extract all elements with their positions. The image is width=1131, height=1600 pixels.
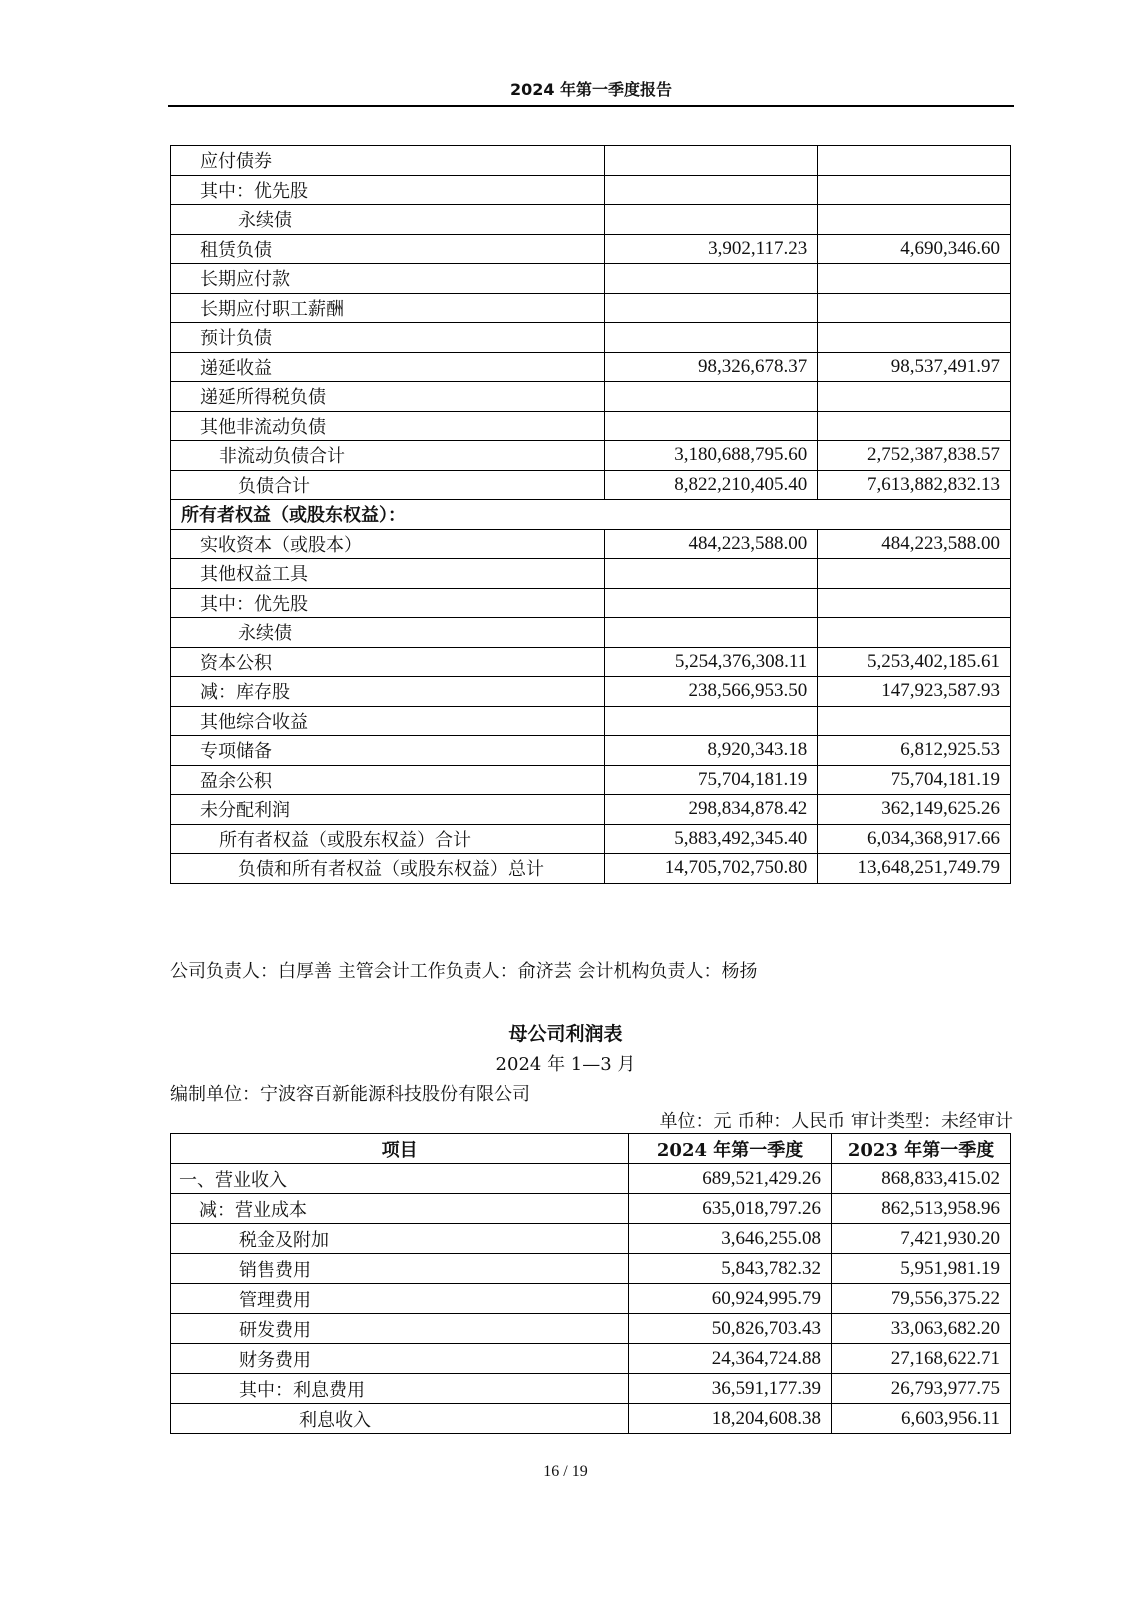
income-statement-title: 母公司利润表 — [508, 1023, 623, 1045]
row-label: 其中：利息费用 — [171, 1374, 629, 1404]
value-current: 8,920,343.18 — [604, 736, 818, 766]
row-label: 研发费用 — [171, 1314, 629, 1344]
row-label: 租赁负债 — [171, 234, 605, 264]
value-current: 75,704,181.19 — [604, 765, 818, 795]
row-label: 盈余公积 — [171, 765, 605, 795]
value-current: 3,646,255.08 — [629, 1224, 832, 1254]
table-row — [171, 1404, 1011, 1434]
value-prior: 862,513,958.96 — [832, 1194, 1011, 1224]
value-prior: 75,704,181.19 — [818, 765, 1011, 795]
header-2024q1: 2024 年第一季度 — [629, 1134, 832, 1164]
row-label: 长期应付职工薪酬 — [171, 293, 605, 323]
header-2023q1: 2023 年第一季度 — [832, 1134, 1011, 1164]
row-label: 其他非流动负债 — [171, 411, 605, 441]
value-current: 5,843,782.32 — [629, 1254, 832, 1284]
value-current — [604, 588, 818, 618]
value-current — [604, 175, 818, 205]
table-row — [171, 500, 1011, 530]
value-prior — [818, 205, 1011, 235]
value-prior: 868,833,415.02 — [832, 1164, 1011, 1194]
table-row — [171, 352, 1011, 382]
value-prior: 362,149,625.26 — [818, 795, 1011, 825]
table-row — [171, 529, 1011, 559]
row-label: 预计负债 — [171, 323, 605, 353]
value-current — [604, 264, 818, 294]
value-current — [604, 146, 818, 176]
table-row — [171, 175, 1011, 205]
value-prior: 33,063,682.20 — [832, 1314, 1011, 1344]
value-current — [604, 411, 818, 441]
row-label: 非流动负债合计 — [171, 441, 605, 471]
table-header-row — [171, 1134, 1011, 1164]
value-current — [604, 382, 818, 412]
value-prior: 26,793,977.75 — [832, 1374, 1011, 1404]
table-row — [171, 1374, 1011, 1404]
table-row — [171, 1314, 1011, 1344]
value-prior: 6,603,956.11 — [832, 1404, 1011, 1434]
row-label: 管理费用 — [171, 1284, 629, 1314]
table-row — [171, 736, 1011, 766]
table-row — [171, 588, 1011, 618]
value-current: 50,826,703.43 — [629, 1314, 832, 1344]
table-row — [171, 441, 1011, 471]
value-prior: 2,752,387,838.57 — [818, 441, 1011, 471]
income-period: 2024 年 1—3 月 — [495, 1054, 636, 1075]
value-prior — [818, 411, 1011, 441]
table-row — [171, 1254, 1011, 1284]
value-prior — [818, 559, 1011, 589]
value-current: 3,180,688,795.60 — [604, 441, 818, 471]
value-current: 3,902,117.23 — [604, 234, 818, 264]
value-prior: 79,556,375.22 — [832, 1284, 1011, 1314]
income-statement-table — [170, 1133, 1011, 1434]
value-prior: 98,537,491.97 — [818, 352, 1011, 382]
header-item: 项目 — [171, 1134, 629, 1164]
value-current: 60,924,995.79 — [629, 1284, 832, 1314]
table-row — [171, 618, 1011, 648]
value-prior — [818, 706, 1011, 736]
row-label: 所有者权益（或股东权益）合计 — [171, 824, 605, 854]
row-label: 实收资本（或股本） — [171, 529, 605, 559]
table-row — [171, 1164, 1011, 1194]
value-current — [604, 205, 818, 235]
table-row — [171, 677, 1011, 707]
table-row — [171, 470, 1011, 500]
value-current: 484,223,588.00 — [604, 529, 818, 559]
table-row — [171, 559, 1011, 589]
value-prior: 5,253,402,185.61 — [818, 647, 1011, 677]
table-row — [171, 146, 1011, 176]
value-prior: 6,812,925.53 — [818, 736, 1011, 766]
row-label: 利息收入 — [171, 1404, 629, 1434]
row-label: 未分配利润 — [171, 795, 605, 825]
row-label: 一、营业收入 — [171, 1164, 629, 1194]
balance-sheet-table — [170, 145, 1011, 884]
value-prior — [818, 588, 1011, 618]
table-row — [171, 1194, 1011, 1224]
value-current: 689,521,429.26 — [629, 1164, 832, 1194]
value-current — [604, 706, 818, 736]
value-current: 98,326,678.37 — [604, 352, 818, 382]
preparing-company: 编制单位：宁波容百新能源科技股份有限公司 — [170, 1084, 530, 1105]
value-current: 18,204,608.38 — [629, 1404, 832, 1434]
table-row — [171, 382, 1011, 412]
table-row — [171, 264, 1011, 294]
value-current: 24,364,724.88 — [629, 1344, 832, 1374]
table-row — [171, 706, 1011, 736]
value-prior: 7,421,930.20 — [832, 1224, 1011, 1254]
value-prior: 7,613,882,832.13 — [818, 470, 1011, 500]
section-heading: 所有者权益（或股东权益）： — [171, 500, 1011, 530]
value-current: 635,018,797.26 — [629, 1194, 832, 1224]
row-label: 其中：优先股 — [171, 175, 605, 205]
table-row — [171, 411, 1011, 441]
row-label: 永续债 — [171, 618, 605, 648]
value-prior: 4,690,346.60 — [818, 234, 1011, 264]
row-label: 递延收益 — [171, 352, 605, 382]
row-label: 长期应付款 — [171, 264, 605, 294]
value-prior: 484,223,588.00 — [818, 529, 1011, 559]
value-prior — [818, 264, 1011, 294]
value-prior — [818, 382, 1011, 412]
value-current: 5,254,376,308.11 — [604, 647, 818, 677]
page-number: 16 / 19 — [543, 1463, 588, 1480]
value-current: 298,834,878.42 — [604, 795, 818, 825]
signature-line: 公司负责人：白厚善 主管会计工作负责人：俞济芸 会计机构负责人：杨扬 — [170, 961, 758, 982]
value-current: 238,566,953.50 — [604, 677, 818, 707]
value-current — [604, 618, 818, 648]
row-label: 减：库存股 — [171, 677, 605, 707]
page-header: 2024 年第一季度报告 — [168, 77, 1014, 107]
value-current: 14,705,702,750.80 — [604, 854, 818, 884]
table-row — [171, 205, 1011, 235]
row-label: 税金及附加 — [171, 1224, 629, 1254]
value-current: 8,822,210,405.40 — [604, 470, 818, 500]
value-prior — [818, 293, 1011, 323]
table-row — [171, 1284, 1011, 1314]
value-current: 36,591,177.39 — [629, 1374, 832, 1404]
row-label: 永续债 — [171, 205, 605, 235]
row-label: 应付债券 — [171, 146, 605, 176]
value-current — [604, 293, 818, 323]
value-prior: 5,951,981.19 — [832, 1254, 1011, 1284]
row-label: 负债和所有者权益（或股东权益）总计 — [171, 854, 605, 884]
value-prior — [818, 618, 1011, 648]
value-prior — [818, 323, 1011, 353]
value-current: 5,883,492,345.40 — [604, 824, 818, 854]
table-row — [171, 765, 1011, 795]
row-label: 负债合计 — [171, 470, 605, 500]
table-row — [171, 293, 1011, 323]
table-row — [171, 234, 1011, 264]
row-label: 其他权益工具 — [171, 559, 605, 589]
value-prior: 27,168,622.71 — [832, 1344, 1011, 1374]
table-row — [171, 323, 1011, 353]
value-prior: 6,034,368,917.66 — [818, 824, 1011, 854]
table-row — [171, 1344, 1011, 1374]
value-prior — [818, 175, 1011, 205]
table-row — [171, 824, 1011, 854]
table-row — [171, 1224, 1011, 1254]
value-prior — [818, 146, 1011, 176]
value-current — [604, 559, 818, 589]
value-prior: 13,648,251,749.79 — [818, 854, 1011, 884]
value-current — [604, 323, 818, 353]
row-label: 减：营业成本 — [171, 1194, 629, 1224]
row-label: 专项储备 — [171, 736, 605, 766]
row-label: 其中：优先股 — [171, 588, 605, 618]
unit-currency-audit: 单位：元 币种：人民币 审计类型：未经审计 — [659, 1111, 1013, 1132]
table-row — [171, 647, 1011, 677]
table-row — [171, 854, 1011, 884]
row-label: 递延所得税负债 — [171, 382, 605, 412]
row-label: 销售费用 — [171, 1254, 629, 1284]
row-label: 财务费用 — [171, 1344, 629, 1374]
value-prior: 147,923,587.93 — [818, 677, 1011, 707]
row-label: 其他综合收益 — [171, 706, 605, 736]
table-row — [171, 795, 1011, 825]
row-label: 资本公积 — [171, 647, 605, 677]
